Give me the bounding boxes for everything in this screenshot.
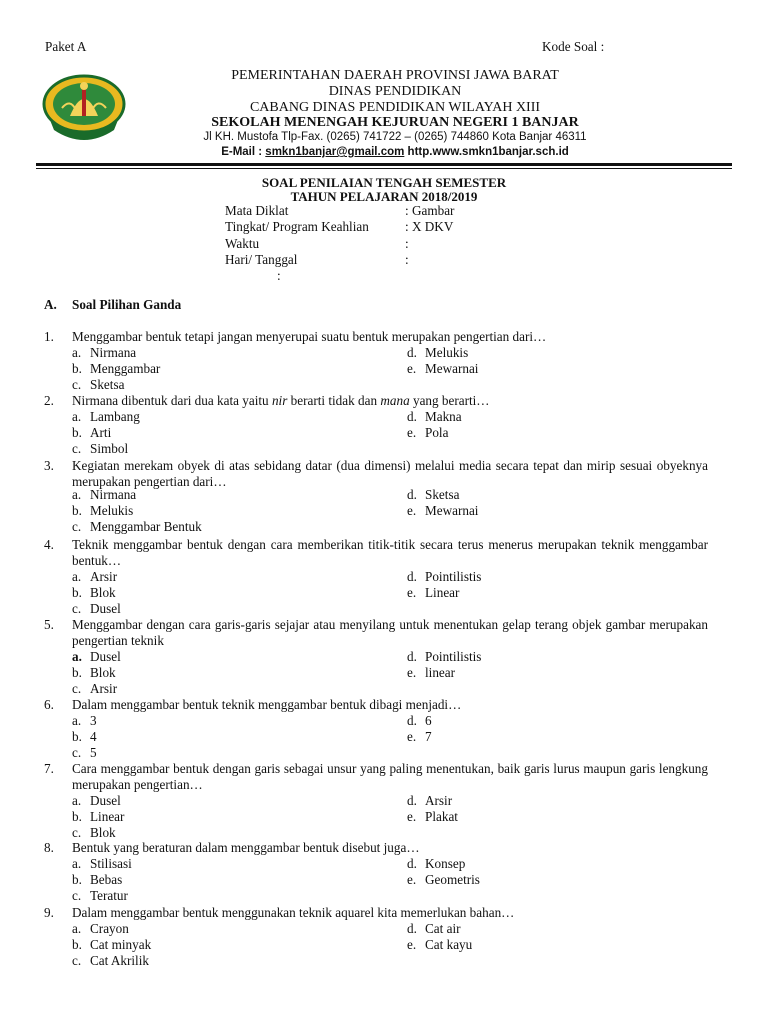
question-text-italic: nir <box>271 393 288 408</box>
option-letter: c. <box>72 888 82 903</box>
option-letter: d. <box>407 793 417 808</box>
option-text: Pola <box>425 425 449 440</box>
option-letter: b. <box>72 872 82 887</box>
option-letter: b. <box>72 425 82 440</box>
option-text: Mewarnai <box>425 503 479 518</box>
option-letter: a. <box>72 713 82 728</box>
option-letter: e. <box>407 872 417 887</box>
question-number: 7. <box>44 761 54 776</box>
question-number: 9. <box>44 905 54 920</box>
question-text: Teknik menggambar bentuk dengan cara memberikan titik-titik secara terus menerus merupakan teknik menggambar bentuk… <box>72 537 708 568</box>
option-text: Menggambar Bentuk <box>90 519 202 534</box>
option-letter: e. <box>407 937 417 952</box>
option-text: Melukis <box>90 503 134 518</box>
info-label-date: Hari/ Tanggal <box>225 252 298 267</box>
option-letter: d. <box>407 649 417 664</box>
option-letter: b. <box>72 503 82 518</box>
question-text: Kegiatan merekam obyek di atas sebidang datar (dua dimensi) melalui media secara tepat dan mirip sesuai obyeknya merupakan pengertian dari… <box>72 458 708 489</box>
info-label-level: Tingkat/ Program Keahlian <box>225 219 369 234</box>
option-letter: e. <box>407 665 417 680</box>
section-title: Soal Pilihan Ganda <box>72 297 182 312</box>
question-number: 1. <box>44 329 54 344</box>
info-label-subject: Mata Diklat <box>225 203 289 218</box>
info-value-date: : <box>405 252 409 267</box>
option-text: Blok <box>90 585 116 600</box>
option-letter: c. <box>72 601 82 616</box>
option-letter: d. <box>407 856 417 871</box>
email-link[interactable]: smkn1banjar@gmail.com <box>265 146 405 158</box>
email-prefix: E-Mail : <box>221 146 266 158</box>
option-text: 4 <box>90 729 97 744</box>
option-letter: a. <box>72 409 82 424</box>
option-letter: a. <box>72 921 82 936</box>
letterhead-line-1: PEMERINTAHAN DAERAH PROVINSI JAWA BARAT <box>231 68 559 83</box>
option-text: Mewarnai <box>425 361 479 376</box>
question-text: Cara menggambar bentuk dengan garis sebagai unsur yang paling menentukan, baik garis lurus maupun garis lengkung merupakan pengertian… <box>72 761 708 792</box>
option-text: 7 <box>425 729 432 744</box>
question-number: 3. <box>44 458 54 473</box>
option-text: Lambang <box>90 409 140 424</box>
option-text: Cat Akrilik <box>90 953 149 968</box>
question-text-part: yang berarti… <box>409 393 490 408</box>
question-number: 8. <box>44 840 54 855</box>
option-letter: a. <box>72 793 82 808</box>
option-text: Makna <box>425 409 462 424</box>
option-letter: a. <box>72 487 82 502</box>
kode-soal-label: Kode Soal : <box>542 39 605 54</box>
question-3 <box>40 458 708 534</box>
info-value-subject: : Gambar <box>405 203 455 218</box>
option-text: Geometris <box>425 872 480 887</box>
option-text: Blok <box>90 825 116 840</box>
option-text: Pointilistis <box>425 649 482 664</box>
info-label-time: Waktu <box>225 236 260 251</box>
question-text: Dalam menggambar bentuk menggunakan teknik aquarel kita memerlukan bahan… <box>72 905 515 920</box>
option-text: Arsir <box>425 793 453 808</box>
exam-title: SOAL PENILAIAN TENGAH SEMESTER <box>261 175 507 190</box>
letterhead-line-3: CABANG DINAS PENDIDIKAN WILAYAH XIII <box>249 100 541 115</box>
header-rule-thin <box>36 168 732 169</box>
question-8 <box>40 840 708 903</box>
question-text: Menggambar dengan cara garis-garis sejajar atau menyilang untuk menentukan gelap terang objek gambar merupakan pengertian teknik <box>72 617 708 648</box>
question-text: Dalam menggambar bentuk teknik menggambar bentuk dibagi menjadi… <box>72 697 462 712</box>
option-text: Arsir <box>90 569 118 584</box>
option-letter: e. <box>407 585 417 600</box>
option-text: Cat kayu <box>425 937 473 952</box>
option-letter: b. <box>72 585 82 600</box>
option-text: Cat air <box>425 921 461 936</box>
option-text: Bebas <box>90 872 123 887</box>
option-text: Menggambar <box>90 361 161 376</box>
option-text: Sketsa <box>90 377 125 392</box>
option-text: 5 <box>90 745 97 760</box>
option-letter: e. <box>407 729 417 744</box>
option-text: Plakat <box>425 809 458 824</box>
option-letter: e. <box>407 503 417 518</box>
option-letter: e. <box>407 361 417 376</box>
info-value-time: : <box>405 236 409 251</box>
question-number: 2. <box>44 393 54 408</box>
section-label: A. <box>44 297 57 312</box>
option-text: 6 <box>425 713 432 728</box>
question-text-italic: mana <box>380 393 410 408</box>
option-letter: c. <box>72 441 82 456</box>
question-5 <box>40 617 708 696</box>
question-1 <box>40 329 708 392</box>
contact-line <box>0 146 768 158</box>
option-letter: d. <box>407 713 417 728</box>
question-text-part: Nirmana dibentuk dari dua kata yaitu <box>72 393 272 408</box>
option-letter: d. <box>407 921 417 936</box>
info-value-level: : X DKV <box>405 219 454 234</box>
question-number: 5. <box>44 617 54 632</box>
option-letter: a. <box>72 569 82 584</box>
option-letter: b. <box>72 729 82 744</box>
question-text <box>72 393 708 409</box>
paket-label: Paket A <box>45 39 87 54</box>
option-letter: c. <box>72 745 82 760</box>
option-letter: b. <box>72 361 82 376</box>
option-text: Sketsa <box>425 487 460 502</box>
option-text: Dusel <box>90 649 121 664</box>
option-text: Arsir <box>90 681 118 696</box>
option-letter: e. <box>407 425 417 440</box>
option-text: Linear <box>90 809 125 824</box>
option-text: Melukis <box>425 345 469 360</box>
question-number: 4. <box>44 537 54 552</box>
option-letter: c. <box>72 953 82 968</box>
option-letter: b. <box>72 937 82 952</box>
website-text: http.www.smkn1banjar.sch.id <box>404 146 569 158</box>
option-text: Konsep <box>425 856 466 871</box>
question-2 <box>40 393 708 456</box>
option-letter: d. <box>407 569 417 584</box>
option-letter: a. <box>72 856 82 871</box>
question-9 <box>40 905 708 968</box>
option-letter: e. <box>407 809 417 824</box>
option-text: linear <box>425 665 456 680</box>
exam-year: TAHUN PELAJARAN 2018/2019 <box>290 189 478 204</box>
option-letter: d. <box>407 345 417 360</box>
option-letter: d. <box>407 409 417 424</box>
option-text: Linear <box>425 585 460 600</box>
option-text: Stilisasi <box>90 856 132 871</box>
option-text: Pointilistis <box>425 569 482 584</box>
letterhead-line-2: DINAS PENDIDIKAN <box>328 84 462 99</box>
option-letter: a. <box>72 345 82 360</box>
school-address: Jl KH. Mustofa Tlp-Fax. (0265) 741722 – (0265) 744860 Kota Banjar 46311 <box>203 131 587 143</box>
option-letter: b. <box>72 665 82 680</box>
question-7 <box>40 761 708 840</box>
option-text: Dusel <box>90 601 121 616</box>
question-number: 6. <box>44 697 54 712</box>
option-text: Blok <box>90 665 116 680</box>
option-text: Cat minyak <box>90 937 152 952</box>
option-text: 3 <box>90 713 97 728</box>
question-text-part: berarti tidak dan <box>287 393 381 408</box>
option-text: Arti <box>90 425 112 440</box>
option-text: Crayon <box>90 921 129 936</box>
stray-colon: : <box>277 268 281 283</box>
option-letter: c. <box>72 825 82 840</box>
question-text: Bentuk yang beraturan dalam menggambar bentuk disebut juga… <box>72 840 420 855</box>
question-text: Menggambar bentuk tetapi jangan menyerupai suatu bentuk merupakan pengertian dari… <box>72 329 547 344</box>
option-letter: b. <box>72 809 82 824</box>
option-letter: a. <box>72 649 82 664</box>
option-text: Nirmana <box>90 487 137 502</box>
option-text: Teratur <box>90 888 128 903</box>
school-name: SEKOLAH MENENGAH KEJURUAN NEGERI 1 BANJAR <box>211 115 579 130</box>
question-6 <box>40 697 708 760</box>
option-letter: c. <box>72 681 82 696</box>
question-4 <box>40 537 708 616</box>
header-rule-thick <box>36 163 732 166</box>
option-text: Simbol <box>90 441 129 456</box>
option-letter: c. <box>72 519 82 534</box>
option-text: Nirmana <box>90 345 137 360</box>
option-letter: d. <box>407 487 417 502</box>
option-letter: c. <box>72 377 82 392</box>
option-text: Dusel <box>90 793 121 808</box>
